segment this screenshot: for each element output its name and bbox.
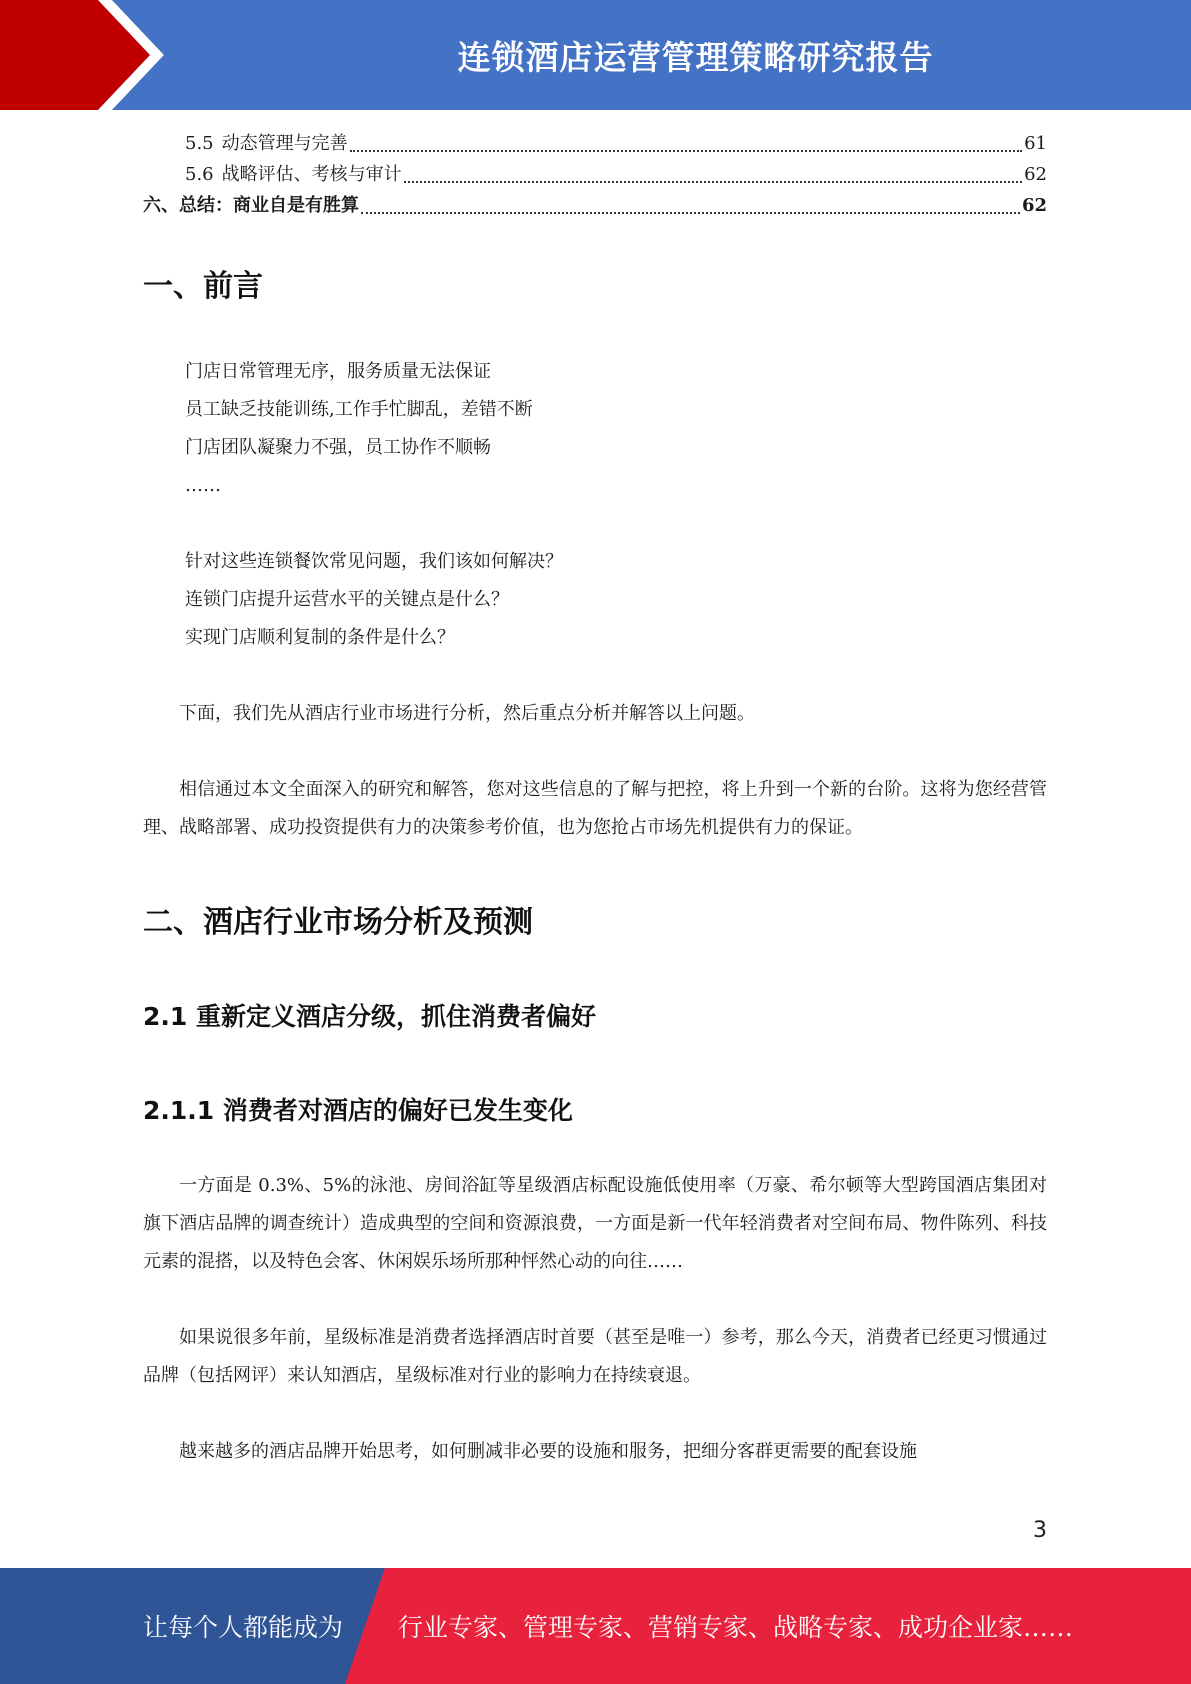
- toc-entry[interactable]: [143, 128, 1047, 159]
- footer-slogan-right: 行业专家、管理专家、营销专家、战略专家、成功企业家……: [398, 1613, 1074, 1642]
- problem-line: 门店日常管理无序，服务质量无法保证: [185, 361, 491, 382]
- toc-entry-number: 5.6: [185, 164, 214, 185]
- problem-line: 员工缺乏技能训练,工作手忙脚乱，差错不断: [185, 399, 533, 420]
- page-header: [0, 0, 1191, 110]
- toc-leader-dots: [404, 181, 1022, 183]
- footer-slogan-left: 让每个人都能成为: [143, 1613, 344, 1642]
- section-heading-preface: 一、前言: [143, 269, 263, 304]
- ellipsis-line: ……: [185, 475, 221, 496]
- page-footer: [0, 1568, 1191, 1684]
- paragraph: 如果说很多年前，星级标准是消费者选择酒店时首要（甚至是唯一）参考，那么今天，消费者已经更习惯通过品牌（包括网评）来认知酒店，星级标准对行业的影响力在持续衰退。: [143, 1327, 1047, 1386]
- toc-entry-title: 动态管理与完善: [221, 133, 348, 154]
- problem-line: 门店团队凝聚力不强，员工协作不顺畅: [185, 437, 491, 458]
- paragraph: 越来越多的酒店品牌开始思考，如何删减非必要的设施和服务，把细分客群更需要的配套设施: [179, 1441, 917, 1462]
- toc-entry[interactable]: [143, 159, 1047, 190]
- toc-entry-page: 62: [1024, 164, 1047, 185]
- toc-entry-page: 61: [1024, 133, 1047, 154]
- toc-entry-number: 六、: [143, 195, 179, 216]
- subsection-heading: 2.1 重新定义酒店分级，抓住消费者偏好: [143, 1002, 596, 1031]
- toc-leader-dots: [350, 150, 1022, 152]
- toc-entry-title: 战略评估、考核与审计: [221, 164, 402, 185]
- paragraph: 相信通过本文全面深入的研究和解答，您对这些信息的了解与把控，将上升到一个新的台阶。这将为您经营管理、战略部署、成功投资提供有力的决策参考价值，也为您抢占市场先机提供有力的保证。: [143, 779, 1047, 838]
- paragraph: 下面，我们先从酒店行业市场进行分析，然后重点分析并解答以上问题。: [179, 703, 755, 724]
- toc-entry-title: 总结：商业自是有胜算: [179, 195, 359, 216]
- page-number: 3: [1033, 1518, 1047, 1543]
- toc-entry-page: 62: [1021, 195, 1047, 216]
- toc-entry[interactable]: [143, 190, 1047, 221]
- toc-entry-number: 5.5: [185, 133, 214, 154]
- table-of-contents: [143, 128, 1047, 221]
- paragraph: 一方面是 0.3%、5%的泳池、房间浴缸等星级酒店标配设施低使用率（万豪、希尔顿等大型跨国酒店集团对旗下酒店品牌的调查统计）造成典型的空间和资源浪费，一方面是新一代年轻消费者对空间布局、物件陈列、科技元素的混搭，以及特色会客、休闲娱乐场所那种怦然心动的向往……: [143, 1175, 1047, 1272]
- problem-list: [143, 353, 1047, 505]
- question-line: 针对这些连锁餐饮常见问题，我们该如何解决？: [185, 551, 563, 572]
- question-list: [143, 543, 1047, 657]
- subsubsection-heading: 2.1.1 消费者对酒店的偏好已发生变化: [143, 1096, 573, 1125]
- page-content: [143, 118, 1047, 1471]
- report-title: 连锁酒店运营管理策略研究报告: [457, 37, 934, 77]
- question-line: 实现门店顺利复制的条件是什么？: [185, 627, 455, 648]
- toc-leader-dots: [361, 212, 1020, 214]
- question-line: 连锁门店提升运营水平的关键点是什么？: [185, 589, 509, 610]
- section-heading-market: 二、酒店行业市场分析及预测: [143, 905, 533, 940]
